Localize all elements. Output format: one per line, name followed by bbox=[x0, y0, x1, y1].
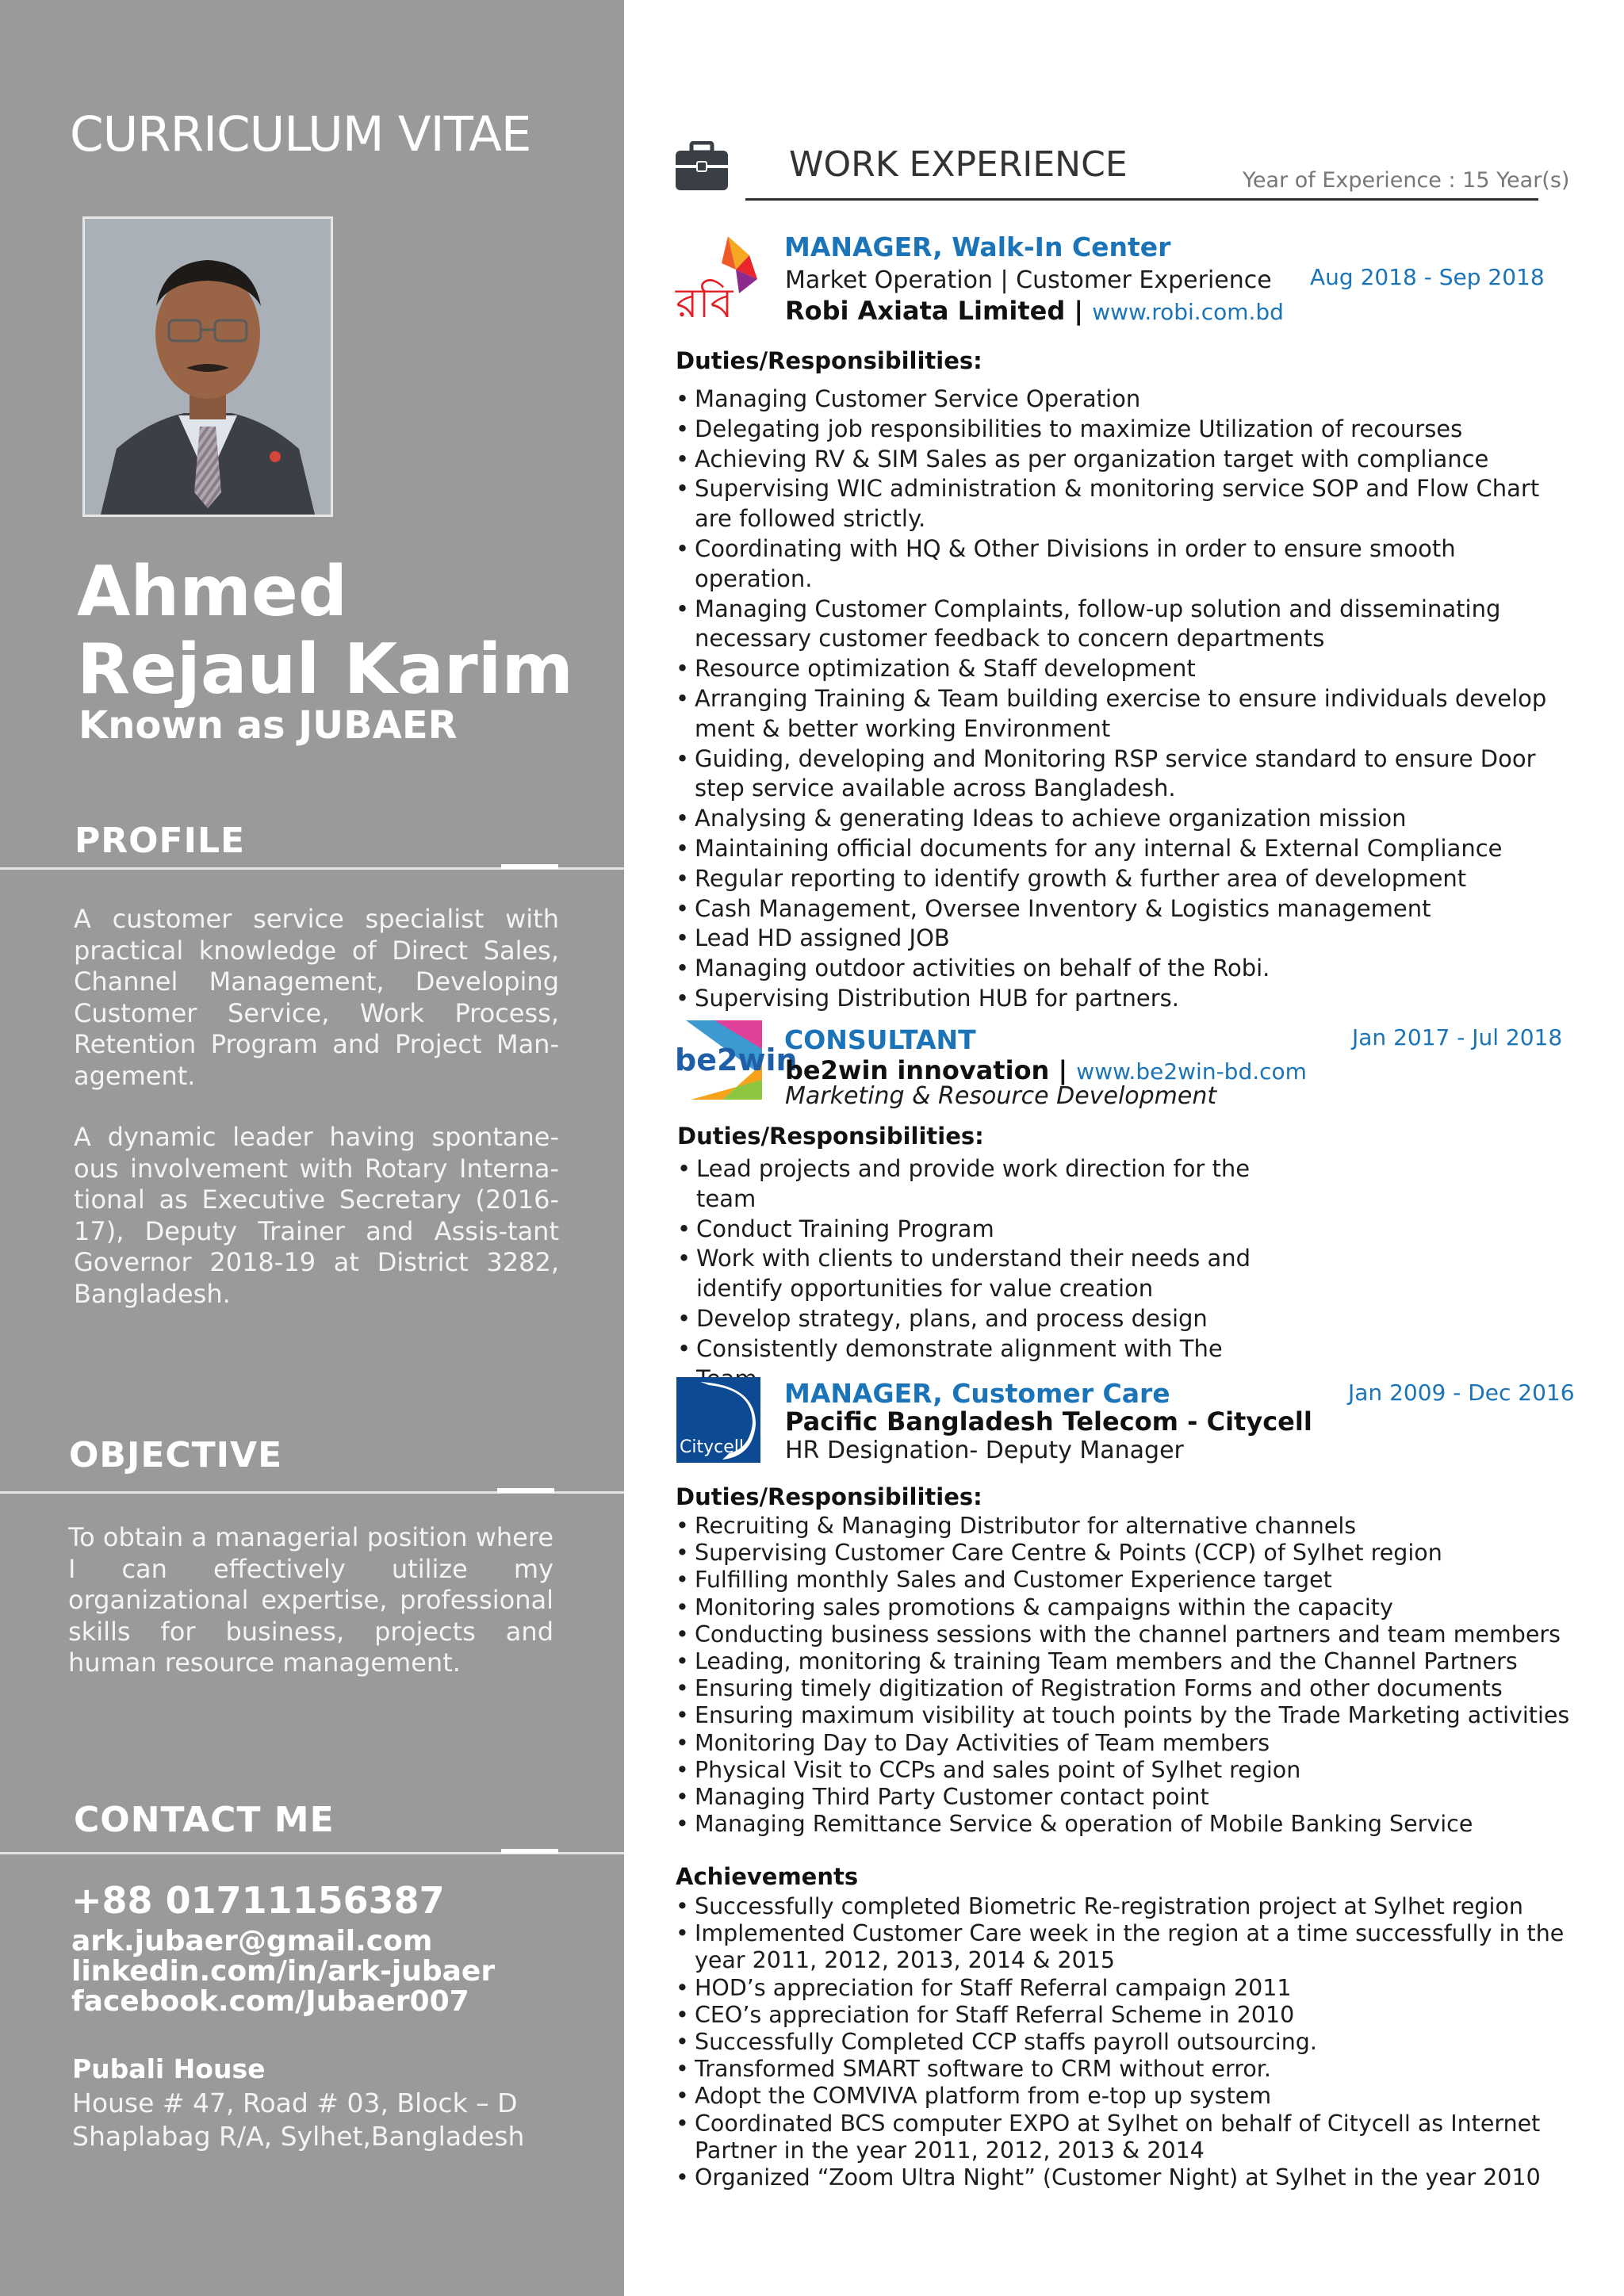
list-item: • Supervising Customer Care Centre & Points (CCP) of Sylhet region bbox=[674, 1540, 1570, 1567]
job3-subtitle: HR Designation- Deputy Manager bbox=[785, 1437, 1184, 1464]
list-item: • Maintaining official documents for any internal & External Compliance bbox=[674, 834, 1562, 864]
years-of-experience: Year of Experience : 15 Year(s) bbox=[1243, 168, 1570, 193]
job3-date: Jan 2009 - Dec 2016 bbox=[1348, 1380, 1575, 1406]
contact-divider-tick bbox=[501, 1849, 558, 1854]
profile-divider-tick bbox=[501, 864, 558, 869]
list-item: • Cash Management, Oversee Inventory & Logistics management bbox=[674, 894, 1562, 924]
job2-duties-heading: Duties/Responsibilities: bbox=[677, 1123, 984, 1150]
list-item: • Supervising WIC administration & monitoring service SOP and Flow Chart are followed strictly. bbox=[674, 474, 1562, 534]
list-item: • Organized “Zoom Ultra Night” (Customer Night) at Sylhet in the year 2010 bbox=[674, 2164, 1570, 2191]
list-item: • Successfully Completed CCP staffs payroll outsourcing. bbox=[674, 2029, 1570, 2056]
list-item: • Develop strategy, plans, and process design bbox=[676, 1304, 1278, 1334]
sidebar bbox=[0, 0, 624, 2296]
list-item: • Physical Visit to CCPs and sales point of Sylhet region bbox=[674, 1757, 1570, 1784]
job2-subtitle: Marketing & Resource Development bbox=[785, 1082, 1217, 1110]
list-item: • Lead projects and provide work direction for the team bbox=[676, 1154, 1278, 1215]
list-item: • Achieving RV & SIM Sales as per organization target with compliance bbox=[674, 445, 1562, 475]
list-item: • Adopt the COMVIVA platform from e-top up system bbox=[674, 2083, 1570, 2110]
cv-title: CURRICULUM VITAE bbox=[70, 106, 531, 163]
contact-heading: CONTACT ME bbox=[74, 1800, 335, 1840]
objective-heading: OBJECTIVE bbox=[69, 1435, 283, 1475]
list-item: • Conducting business sessions with the channel partners and team members bbox=[674, 1621, 1570, 1648]
job1-company-line bbox=[785, 296, 1284, 326]
job1-company: Robi Axiata Limited bbox=[785, 296, 1066, 326]
last-name: Rejaul Karim bbox=[77, 629, 574, 710]
work-experience-divider bbox=[745, 198, 1538, 201]
list-item: • Managing outdoor activities on behalf of the Robi. bbox=[674, 954, 1562, 984]
list-item: • Managing Customer Complaints, follow-up solution and disseminating necessary customer feedback to concern departments bbox=[674, 595, 1562, 655]
job3-achievements-list bbox=[674, 1893, 1570, 2191]
job2-separator: | bbox=[1058, 1055, 1068, 1085]
briefcase-icon bbox=[674, 141, 730, 192]
list-item: • HOD’s appreciation for Staff Referral campaign 2011 bbox=[674, 1975, 1570, 2002]
be2win-logo bbox=[675, 1020, 798, 1100]
list-item: • Supervising Distribution HUB for partners. bbox=[674, 984, 1562, 1014]
job2-company-line bbox=[785, 1055, 1307, 1085]
list-item: • Managing Third Party Customer contact point bbox=[674, 1784, 1570, 1811]
list-item: • Analysing & generating Ideas to achieve organization mission bbox=[674, 804, 1562, 834]
job1-date: Aug 2018 - Sep 2018 bbox=[1310, 264, 1545, 290]
profile-heading: PROFILE bbox=[75, 821, 246, 861]
list-item: • Managing Customer Service Operation bbox=[674, 385, 1562, 415]
objective-text: To obtain a managerial position where I can effectively utilize my organizational expertise, professional skills for business, projects and human resource management. bbox=[68, 1522, 553, 1678]
list-item: • Arranging Training & Team building exercise to ensure individuals develop ment & better working Environment bbox=[674, 684, 1562, 744]
address-line-1: House # 47, Road # 03, Block – D bbox=[72, 2087, 518, 2118]
address-title: Pubali House bbox=[72, 2053, 266, 2084]
list-item: • Ensuring timely digitization of Registration Forms and other documents bbox=[674, 1675, 1570, 1702]
contact-facebook[interactable]: facebook.com/Jubaer007 bbox=[71, 1985, 469, 2018]
list-item: • Conduct Training Program bbox=[676, 1215, 1278, 1245]
list-item: • Regular reporting to identify growth & further area of development bbox=[674, 864, 1562, 894]
job1-subtitle: Market Operation | Customer Experience bbox=[785, 266, 1272, 294]
job2-company: be2win innovation bbox=[785, 1055, 1050, 1085]
be2win-logo-text: be2win bbox=[675, 1043, 798, 1077]
list-item: • Coordinated BCS computer EXPO at Sylhet on behalf of Citycell as Internet Partner in the year 2011, 2012, 2013 & 2014 bbox=[674, 2110, 1570, 2164]
job3-duties-list bbox=[674, 1513, 1570, 1838]
contact-linkedin[interactable]: linkedin.com/in/ark-jubaer bbox=[71, 1955, 496, 1988]
robi-logo bbox=[674, 235, 761, 327]
list-item: • Recruiting & Managing Distributor for alternative channels bbox=[674, 1513, 1570, 1540]
contact-phone[interactable]: +88 01711156387 bbox=[71, 1879, 445, 1922]
list-item: • Coordinating with HQ & Other Divisions in order to ensure smooth operation. bbox=[674, 534, 1562, 595]
job2-date: Jan 2017 - Jul 2018 bbox=[1352, 1024, 1563, 1050]
job2-title: CONSULTANT bbox=[784, 1024, 976, 1055]
objective-divider-tick bbox=[497, 1488, 554, 1493]
list-item: • Ensuring maximum visibility at touch points by the Trade Marketing activities bbox=[674, 1702, 1570, 1729]
work-experience-heading: WORK EXPERIENCE bbox=[789, 144, 1128, 185]
job1-title: MANAGER, Walk-In Center bbox=[784, 232, 1171, 262]
profile-text-2: A dynamic leader having spontane-ous involvement with Rotary Interna-tional as Executive Secretary (2016-17), Deputy Trainer and Assis-tant Governor 2018-19 at District 3282, Bangladesh. bbox=[74, 1122, 559, 1309]
list-item: • Successfully completed Biometric Re-registration project at Sylhet region bbox=[674, 1893, 1570, 1920]
list-item: • Resource optimization & Staff development bbox=[674, 654, 1562, 684]
list-item: • Lead HD assigned JOB bbox=[674, 924, 1562, 954]
job3-duties-heading: Duties/Responsibilities: bbox=[676, 1483, 982, 1510]
citycell-logo-text: Citycell bbox=[680, 1437, 744, 1457]
list-item: • Consistently demonstrate alignment with The bbox=[676, 1334, 1278, 1395]
list-item: • Implemented Customer Care week in the region at a time successfully in the year 2011, 2012, 2013, 2014 & 2015 bbox=[674, 1920, 1570, 1974]
list-item: • Managing Remittance Service & operation of Mobile Banking Service bbox=[674, 1811, 1570, 1838]
job1-duties-heading: Duties/Responsibilities: bbox=[676, 347, 982, 374]
job1-duties-list bbox=[674, 385, 1562, 1014]
profile-text-1: A customer service specialist with practical knowledge of Direct Sales, Channel Management, Developing Customer Service, Work Process, Retention Program and Project Man-agement. bbox=[74, 904, 559, 1091]
job3-company: Pacific Bangladesh Telecom - Citycell bbox=[785, 1406, 1312, 1437]
list-item: • Guiding, developing and Monitoring RSP service standard to ensure Door step service available across Bangladesh. bbox=[674, 744, 1562, 805]
job1-url[interactable]: www.robi.com.bd bbox=[1092, 299, 1284, 325]
full-name bbox=[77, 553, 573, 708]
nickname: Known as JUBAER bbox=[79, 703, 458, 748]
portrait-image bbox=[85, 219, 331, 515]
list-item: • CEO’s appreciation for Staff Referral Scheme in 2010 bbox=[674, 2002, 1570, 2029]
first-name: Ahmed bbox=[77, 551, 348, 632]
profile-photo bbox=[82, 216, 333, 517]
list-item: • Transformed SMART software to CRM without error. bbox=[674, 2056, 1570, 2083]
list-item: • Monitoring sales promotions & campaigns within the capacity bbox=[674, 1594, 1570, 1621]
list-item: • Fulfilling monthly Sales and Customer Experience target bbox=[674, 1567, 1570, 1594]
job3-title: MANAGER, Customer Care bbox=[784, 1378, 1170, 1409]
list-item: • Leading, monitoring & training Team members and the Channel Partners bbox=[674, 1648, 1570, 1675]
job2-duties-list bbox=[676, 1154, 1278, 1394]
address-line-2: Shaplabag R/A, Sylhet,Bangladesh bbox=[72, 2121, 525, 2152]
job3-achievements-heading: Achievements bbox=[676, 1863, 859, 1890]
robi-logo-text: রবি bbox=[676, 280, 733, 327]
list-item: • Monitoring Day to Day Activities of Team members bbox=[674, 1730, 1570, 1757]
job2-url[interactable]: www.be2win-bd.com bbox=[1076, 1058, 1307, 1085]
list-item: • Delegating job responsibilities to maximize Utilization of recourses bbox=[674, 415, 1562, 445]
job1-separator: | bbox=[1074, 296, 1084, 326]
list-item: • Work with clients to understand their needs and identify opportunities for value creation bbox=[676, 1244, 1278, 1304]
contact-email[interactable]: ark.jubaer@gmail.com bbox=[71, 1925, 433, 1957]
citycell-logo bbox=[676, 1377, 760, 1463]
